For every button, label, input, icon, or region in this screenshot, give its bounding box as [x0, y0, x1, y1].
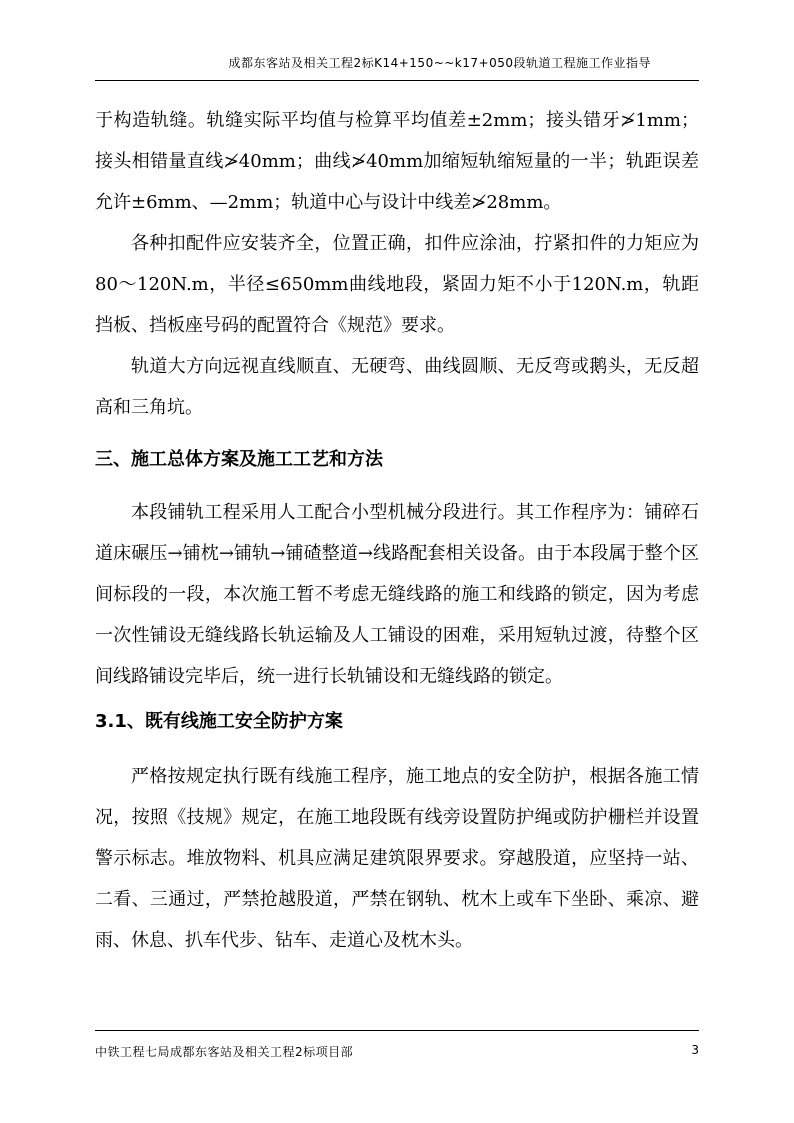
footer-organization: 中铁工程七局成都东客站及相关工程2标项目部 — [95, 1045, 354, 1059]
page-header — [95, 52, 699, 81]
document-body — [95, 100, 699, 961]
page-footer — [95, 1030, 699, 1059]
paragraph-fasteners: 各种扣配件应安装齐全，位置正确，扣件应涂油，拧紧扣件的力矩应为80～120N.m，半径≤650mm曲线地段，紧固力矩不小于120N.m，轨距挡板、挡板座号码的配置符合《规范》要求。 — [95, 233, 699, 336]
section-heading-3: 三、施工总体方案及施工工艺和方法 — [95, 449, 383, 470]
header-title: 成都东客站及相关工程2标K14+150~~k17+050段轨道工程施工作业指导 — [228, 56, 651, 70]
paragraph-construction-plan: 本段铺轨工程采用人工配合小型机械分段进行。其工作程序为：铺碎石道床碾压→铺枕→铺轨→铺碴整道→线路配套相关设备。由于本段属于整个区间标段的一段，本次施工暂不考虑无缝线路的施工和线路的锁定，因为考虑一次性铺设无缝线路长轨运输及人工铺设的困难，采用短轨过渡，待整个区间线路铺设完毕后，统一进行长轨铺设和无缝线路的锁定。 — [95, 502, 699, 687]
paragraph-track-alignment: 轨道大方向远视直线顺直、无硬弯、曲线圆顺、无反弯或鹅头，无反超高和三角坑。 — [95, 356, 699, 418]
paragraph-safety-protection: 严格按规定执行既有线施工程序，施工地点的安全防护，根据各施工情况，按照《技规》规定，在施工地段既有线旁设置防护绳或防护栅栏并设置警示标志。堆放物料、机具应满足建筑限界要求。穿越股道，应坚持一站、二看、三通过，严禁抢越股道，严禁在钢轨、枕木上或车下坐卧、乘凉、避雨、休息、扒车代步、钻车、走道心及枕木头。 — [95, 766, 699, 951]
page-number: 3 — [691, 1043, 699, 1057]
section-heading-3-1: 3.1、既有线施工安全防护方案 — [95, 711, 343, 732]
paragraph-track-gap: 于构造轨缝。轨缝实际平均值与检算平均值差±2mm；接头错牙≯1mm；接头相错量直线≯40mm；曲线≯40mm加缩短轨缩短量的一半；轨距误差允许±6mm、—2mm；轨道中心与设计中线差≯28mm。 — [95, 110, 699, 213]
